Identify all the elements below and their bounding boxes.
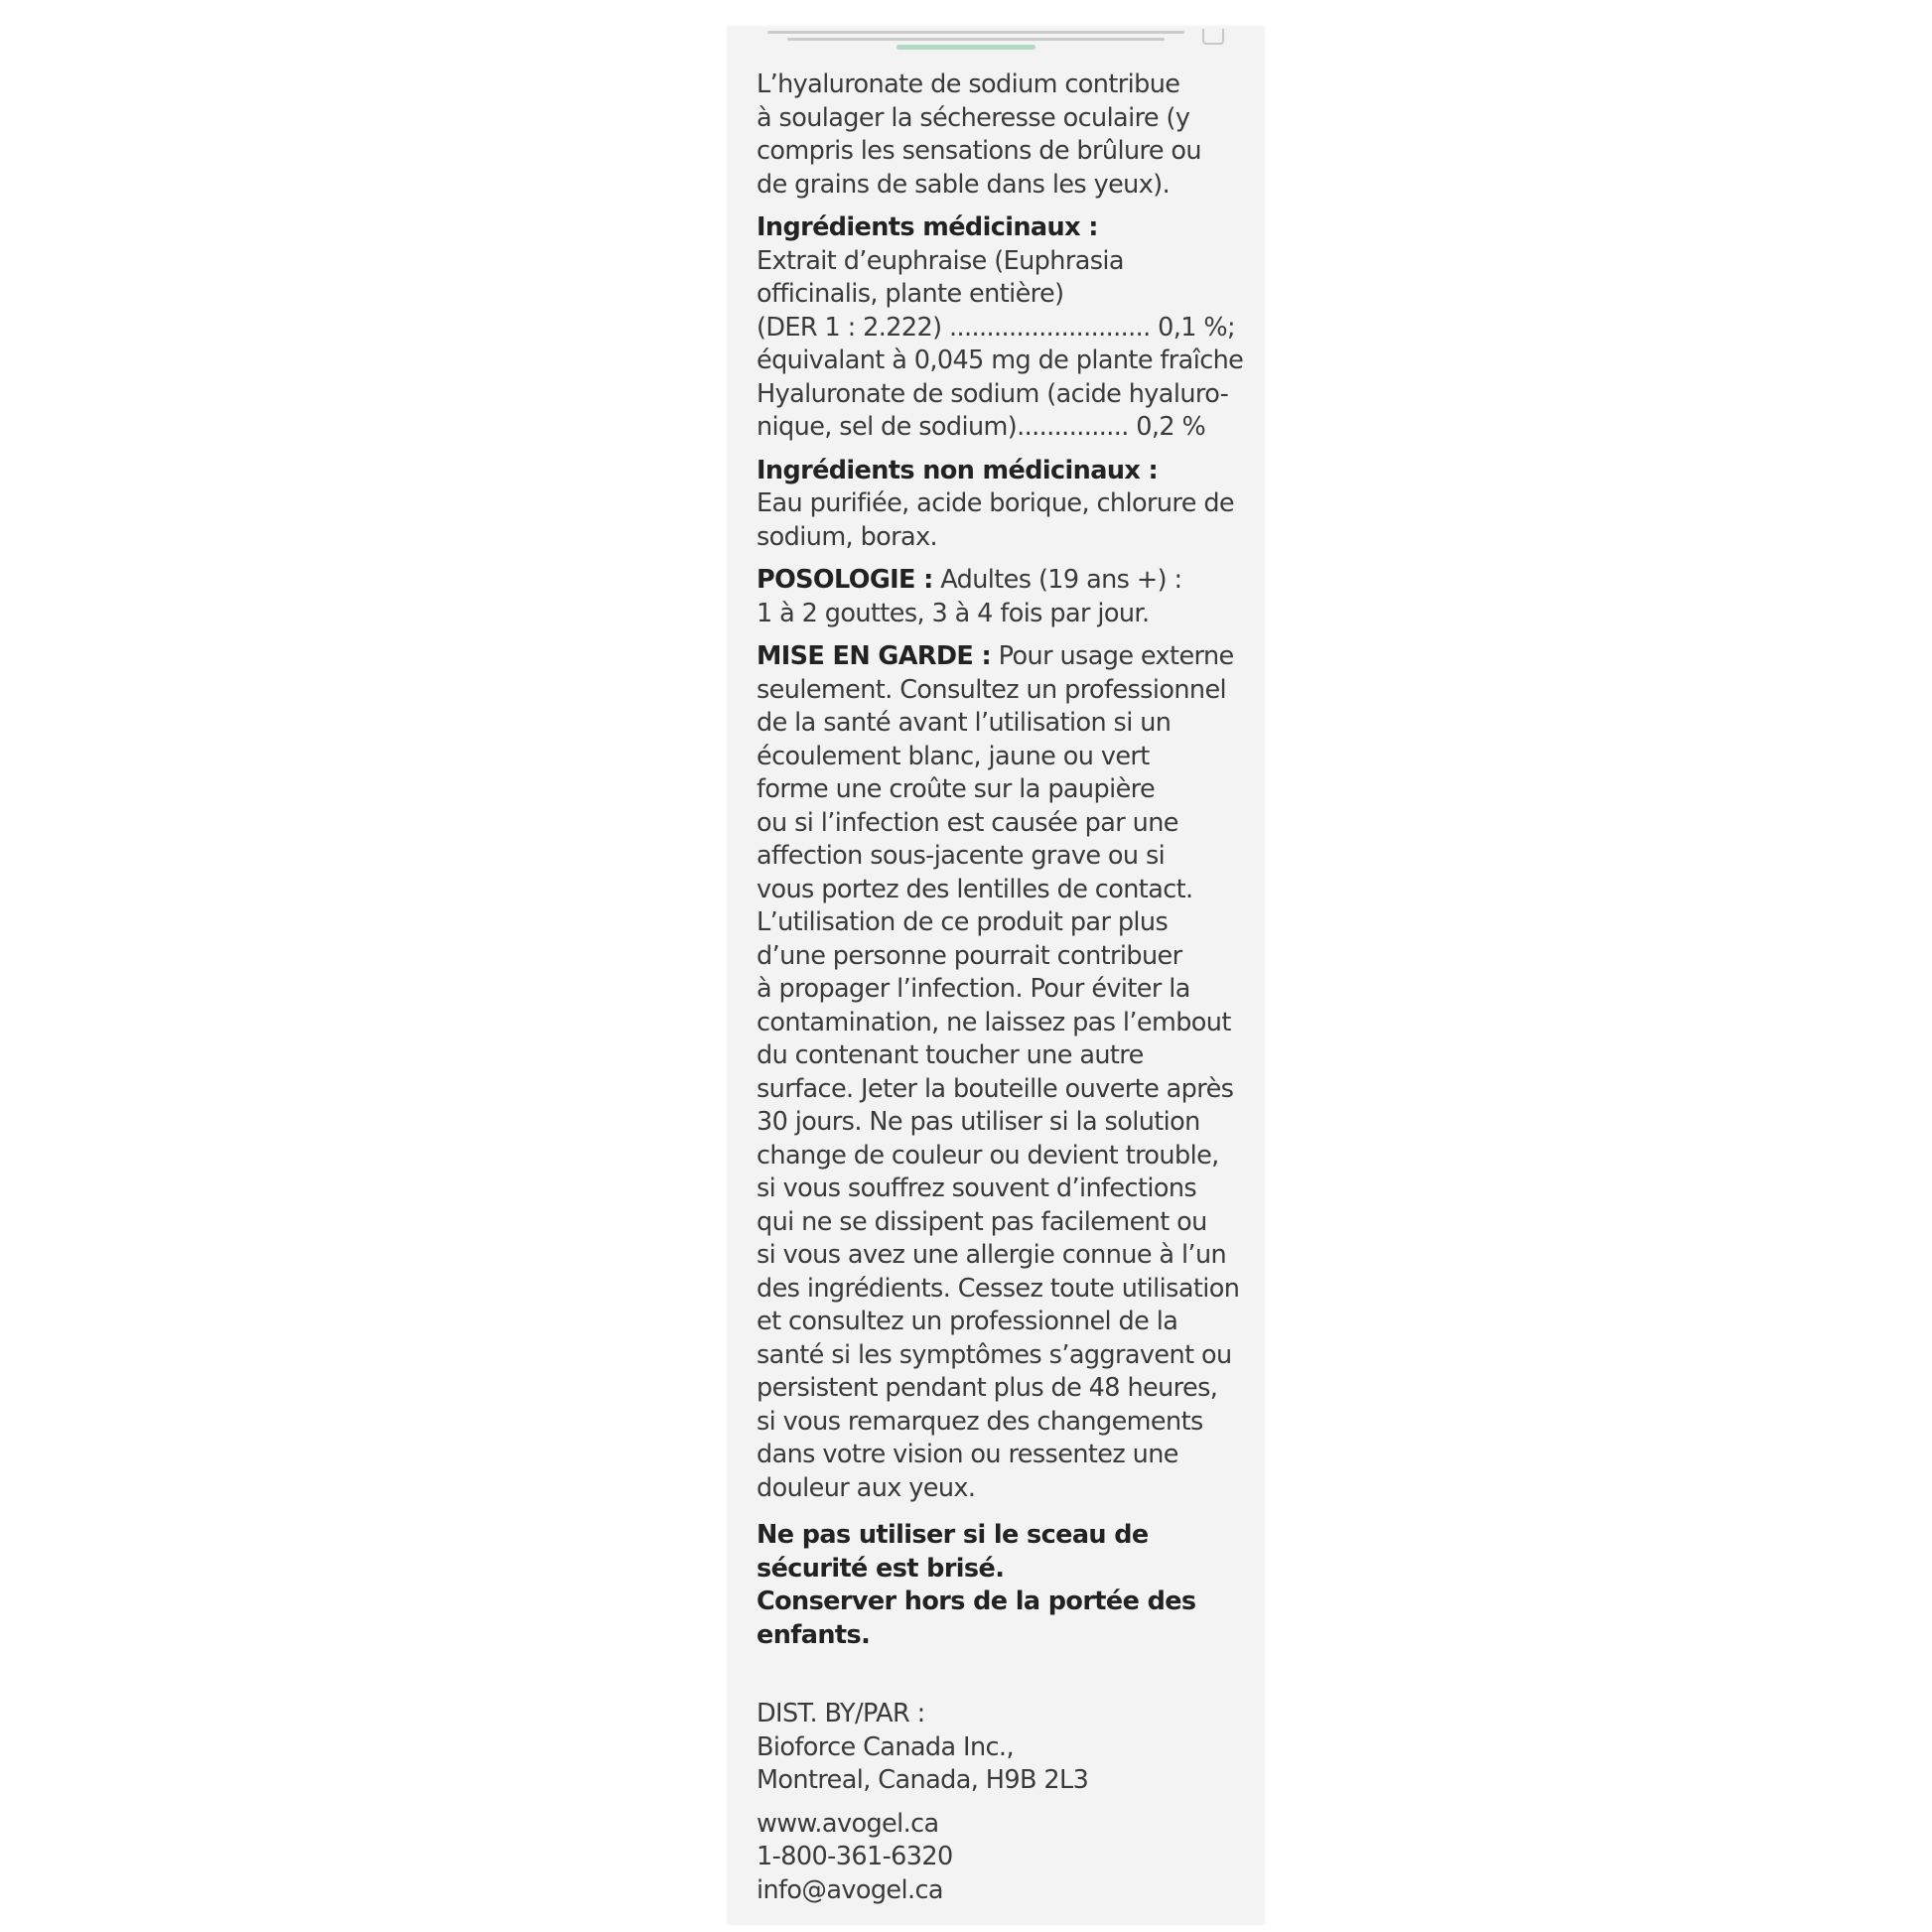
non-medicinal-line: Eau purifiée, acide borique, chlorure de <box>757 488 1234 518</box>
intro-line: L’hyaluronate de sodium contribue <box>757 69 1180 99</box>
non-medicinal-ingredients <box>757 455 1243 555</box>
warning-line: des ingrédients. Cessez toute utilisation <box>757 1273 1240 1304</box>
warning-line: dans votre vision ou ressentez une <box>757 1440 1178 1469</box>
warning-first-line <box>757 640 1243 674</box>
warning-line: si vous avez une allergie connue à l’un <box>757 1240 1227 1270</box>
medicinal-line: Hyaluronate de sodium (acide hyaluro- <box>757 378 1229 409</box>
warning-line: vous portez des lentilles de contact. <box>757 874 1193 904</box>
website-text: www.avogel.ca <box>757 1808 939 1839</box>
label-text <box>757 69 1243 1917</box>
distributor-line: DIST. BY/PAR : <box>757 1699 925 1728</box>
warning-line: d’une personne pourrait contribuer <box>757 940 1182 971</box>
top-flap-mirrored-print <box>728 27 1264 53</box>
notice-line: sécurité est brisé. <box>757 1553 1005 1584</box>
medicinal-line: Extrait d’euphraise (Euphrasia <box>757 245 1124 276</box>
warning-line: L’utilisation de ce produit par plus <box>757 907 1169 937</box>
warning-label: MISE EN GARDE : <box>757 641 992 671</box>
warning-section <box>757 640 1243 1505</box>
intro-line: compris les sensations de brûlure ou <box>757 136 1201 166</box>
medicinal-ingredients <box>757 211 1243 445</box>
warning-line: qui ne se dissipent pas facilement ou <box>757 1206 1207 1237</box>
warning-line: affection sous-jacente grave ou si <box>757 841 1166 871</box>
spacer <box>757 1662 1243 1698</box>
dosage-section <box>757 564 1243 630</box>
warning-line: change de couleur ou devient trouble, <box>757 1140 1219 1171</box>
warning-line: si vous souffrez souvent d’infections <box>757 1173 1197 1203</box>
warning-line: écoulement blanc, jaune ou vert <box>757 741 1150 771</box>
dosage-label: POSOLOGIE : <box>757 565 933 595</box>
intro-paragraph <box>757 69 1243 202</box>
non-medicinal-line: sodium, borax. <box>757 521 938 552</box>
warning-line: surface. Jeter la bouteille ouverte après <box>757 1073 1234 1104</box>
medicinal-line: équivalant à 0,045 mg de plante fraîche <box>757 345 1244 375</box>
email-text: info@avogel.ca <box>757 1874 943 1905</box>
intro-line: à soulager la sécheresse oculaire (y <box>757 102 1190 133</box>
intro-line: de grains de sable dans les yeux). <box>757 169 1171 200</box>
warning-line: seulement. Consultez un professionnel <box>757 674 1227 705</box>
warning-line: si vous remarquez des changements <box>757 1406 1203 1437</box>
notice-line: Ne pas utiliser si le sceau de <box>757 1520 1149 1550</box>
warning-line: douleur aux yeux. <box>757 1472 976 1503</box>
warning-line: forme une croûte sur la paupière <box>757 774 1156 804</box>
non-medicinal-heading: Ingrédients non médicinaux : <box>757 455 1159 485</box>
medicinal-line: (DER 1 : 2.222) ........................... 0,1 %; <box>757 312 1236 343</box>
safety-notices <box>757 1519 1243 1652</box>
dosage-first-line <box>757 564 1243 598</box>
dosage-line: 1 à 2 gouttes, 3 à 4 fois par jour. <box>757 598 1150 628</box>
notice-line: Conserver hors de la portée des <box>757 1587 1196 1616</box>
distributor-line: Montreal, Canada, H9B 2L3 <box>757 1765 1089 1795</box>
medicinal-line: officinalis, plante entière) <box>757 279 1064 309</box>
warning-first-line-text: Pour usage externe <box>991 641 1234 671</box>
contact-block <box>757 1808 1243 1908</box>
mirrored-logo-mark <box>1202 29 1224 45</box>
mirrored-text-line <box>767 31 1184 34</box>
warning-line: ou si l’infection est causée par une <box>757 807 1178 838</box>
medicinal-line: nique, sel de sodium)............... 0,2 % <box>757 412 1206 442</box>
medicinal-heading: Ingrédients médicinaux : <box>757 212 1098 242</box>
warning-line: santé si les symptômes s’aggravent ou <box>757 1339 1232 1370</box>
phone-text: 1-800-361-6320 <box>757 1842 953 1871</box>
warning-line: contamination, ne laissez pas l’embout <box>757 1007 1231 1037</box>
distributor-block <box>757 1698 1243 1798</box>
package-side-panel <box>728 27 1264 1924</box>
warning-line: du contenant toucher une autre <box>757 1040 1144 1070</box>
mirrored-green-band <box>897 45 1035 50</box>
warning-line: persistent pendant plus de 48 heures, <box>757 1373 1218 1403</box>
warning-line: de la santé avant l’utilisation si un <box>757 708 1172 738</box>
dosage-first-line-text: Adultes (19 ans +) : <box>932 565 1182 595</box>
warning-line: 30 jours. Ne pas utiliser si la solution <box>757 1107 1200 1137</box>
notice-line: enfants. <box>757 1619 871 1650</box>
mirrored-text-line <box>787 38 1165 41</box>
distributor-line: Bioforce Canada Inc., <box>757 1731 1014 1762</box>
warning-line: et consultez un professionnel de la <box>757 1307 1178 1336</box>
warning-line: à propager l’infection. Pour éviter la <box>757 974 1190 1004</box>
